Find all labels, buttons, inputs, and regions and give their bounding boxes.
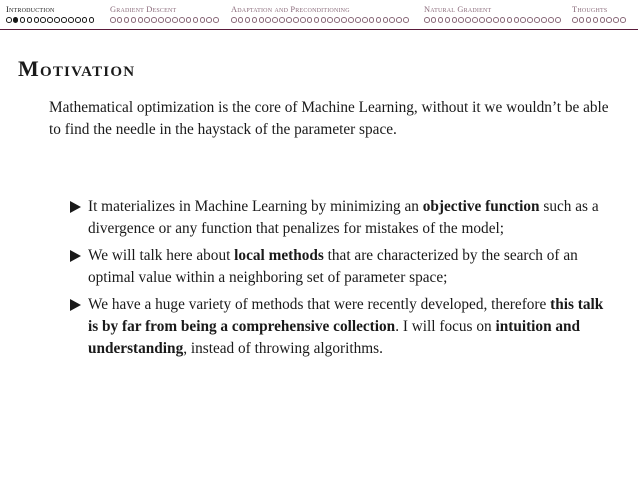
bullet-text-segment: We will talk here about (88, 247, 235, 264)
slide-dot[interactable] (27, 17, 33, 23)
slide-dot[interactable] (520, 17, 526, 23)
slide-dot[interactable] (527, 17, 533, 23)
slide-dot[interactable] (231, 17, 237, 23)
slide-dots (572, 17, 626, 23)
emphasized-text: intuition and understanding (88, 318, 581, 357)
slide-dot[interactable] (110, 17, 116, 23)
slide-dot[interactable] (541, 17, 547, 23)
slide-dot[interactable] (75, 17, 81, 23)
slide-dot[interactable] (259, 17, 265, 23)
bullet-text-segment: It materializes in Machine Learning by minimizing an (88, 198, 423, 215)
bullet-text-segment: We have a huge variety of methods that were recently developed, therefore (88, 296, 551, 313)
slide-dots (424, 17, 561, 23)
slide-dots (110, 17, 219, 23)
triangle-bullet-icon (70, 250, 81, 262)
emphasized-text: this talk is by far from being a comprehensive collection (88, 296, 604, 335)
slide-dot[interactable] (245, 17, 251, 23)
slide-dot[interactable] (369, 17, 375, 23)
slide-dot[interactable] (500, 17, 506, 23)
slide-dot[interactable] (355, 17, 361, 23)
slide-dot[interactable] (314, 17, 320, 23)
slide-dot[interactable] (383, 17, 389, 23)
slide-dot[interactable] (47, 17, 53, 23)
slide-dot[interactable] (193, 17, 199, 23)
slide-dot[interactable] (200, 17, 206, 23)
emphasized-text: objective function (422, 198, 540, 215)
slide-dot[interactable] (431, 17, 437, 23)
slide-dot[interactable] (572, 17, 578, 23)
slide-dot[interactable] (151, 17, 157, 23)
nav-section-natural-gradient[interactable] (424, 5, 561, 23)
slide-dot[interactable] (586, 17, 592, 23)
slide-dot[interactable] (514, 17, 520, 23)
nav-label[interactable]: Introduction (6, 5, 55, 14)
bullet-text-segment: that are characterized by the search of an optimal value within a neighboring set of parameter space; (88, 247, 578, 286)
slide-dot[interactable] (272, 17, 278, 23)
slide-dot[interactable] (452, 17, 458, 23)
slide-dot[interactable] (34, 17, 40, 23)
slide-dot[interactable] (600, 17, 606, 23)
slide-dot[interactable] (252, 17, 258, 23)
slide-dot[interactable] (376, 17, 382, 23)
slide-dot[interactable] (279, 17, 285, 23)
slide-dot[interactable] (507, 17, 513, 23)
slide-dot[interactable] (158, 17, 164, 23)
slide-dot[interactable] (13, 17, 19, 23)
slide-dot[interactable] (362, 17, 368, 23)
slide-dot[interactable] (321, 17, 327, 23)
slide-dot[interactable] (438, 17, 444, 23)
slide-dot[interactable] (479, 17, 485, 23)
slide-dot[interactable] (238, 17, 244, 23)
slide-dot[interactable] (593, 17, 599, 23)
slide-dots (6, 17, 94, 23)
slide-dot[interactable] (172, 17, 178, 23)
slide-dot[interactable] (579, 17, 585, 23)
intro-paragraph: Mathematical optimization is the core of Machine Learning, without it we wouldn’t be able to find the needle in the haystack of the parameter space. (49, 99, 609, 138)
slide-dot[interactable] (403, 17, 409, 23)
slide-dot[interactable] (465, 17, 471, 23)
slide-dot[interactable] (620, 17, 626, 23)
slide-dot[interactable] (117, 17, 123, 23)
slide-dot[interactable] (348, 17, 354, 23)
slide-dot[interactable] (286, 17, 292, 23)
slide-dot[interactable] (300, 17, 306, 23)
bullet-item-local-methods (70, 245, 610, 289)
slide-dot[interactable] (131, 17, 137, 23)
bullet-item-objective-function (70, 196, 610, 240)
slide-dot[interactable] (396, 17, 402, 23)
slide-dot[interactable] (293, 17, 299, 23)
bullet-item-variety-of-methods (70, 294, 610, 360)
nav-label[interactable]: Adaptation and Preconditioning (231, 5, 350, 14)
slide-dot[interactable] (68, 17, 74, 23)
slide-dot[interactable] (213, 17, 219, 23)
slide-dot[interactable] (54, 17, 60, 23)
bullet-text-segment: such as a divergence or any function that penalizes for mistakes of the model; (88, 198, 599, 237)
slide-dot[interactable] (606, 17, 612, 23)
slide-dot[interactable] (40, 17, 46, 23)
slide-dot[interactable] (613, 17, 619, 23)
nav-section-introduction[interactable] (6, 5, 94, 23)
slide-dot[interactable] (265, 17, 271, 23)
nav-section-adaptation-preconditioning[interactable] (231, 5, 409, 23)
nav-section-thoughts[interactable] (572, 5, 626, 23)
section-navigation-bar (0, 0, 638, 30)
slide-dot[interactable] (206, 17, 212, 23)
slide-dot[interactable] (486, 17, 492, 23)
bullet-list (70, 196, 610, 365)
slide-dot[interactable] (472, 17, 478, 23)
slide-dot[interactable] (6, 17, 12, 23)
slide-dot[interactable] (534, 17, 540, 23)
slide-title: Motivation (18, 56, 136, 81)
slide-dot[interactable] (334, 17, 340, 23)
bullet-text-segment: , instead of throwing algorithms. (183, 340, 383, 357)
bullet-text (88, 247, 578, 286)
slide-dot[interactable] (186, 17, 192, 23)
nav-label[interactable]: Natural Gradient (424, 5, 492, 14)
slide-dot[interactable] (445, 17, 451, 23)
slide-dot[interactable] (341, 17, 347, 23)
slide-dot[interactable] (82, 17, 88, 23)
nav-label[interactable]: Thoughts (572, 5, 608, 14)
bullet-text (88, 296, 603, 357)
slide-dot[interactable] (124, 17, 130, 23)
slide-dot[interactable] (138, 17, 144, 23)
slide-dot[interactable] (144, 17, 150, 23)
triangle-bullet-icon (70, 299, 81, 311)
slide-dot[interactable] (493, 17, 499, 23)
slide-dot[interactable] (327, 17, 333, 23)
slide-dot[interactable] (165, 17, 171, 23)
slide-dot[interactable] (307, 17, 313, 23)
slide-dot[interactable] (555, 17, 561, 23)
slide-dots (231, 17, 409, 23)
nav-label[interactable]: Gradient Descent (110, 5, 177, 14)
slide-dot[interactable] (89, 17, 95, 23)
slide-dot[interactable] (179, 17, 185, 23)
slide-dot[interactable] (389, 17, 395, 23)
slide-dot[interactable] (20, 17, 26, 23)
slide-dot[interactable] (61, 17, 67, 23)
slide-dot[interactable] (458, 17, 464, 23)
emphasized-text: local methods (234, 247, 324, 264)
slide-dot[interactable] (424, 17, 430, 23)
triangle-bullet-icon (70, 201, 81, 213)
bullet-text (88, 198, 599, 237)
nav-section-gradient-descent[interactable] (110, 5, 219, 23)
slide-dot[interactable] (548, 17, 554, 23)
bullet-text-segment: . I will focus on (395, 318, 496, 335)
